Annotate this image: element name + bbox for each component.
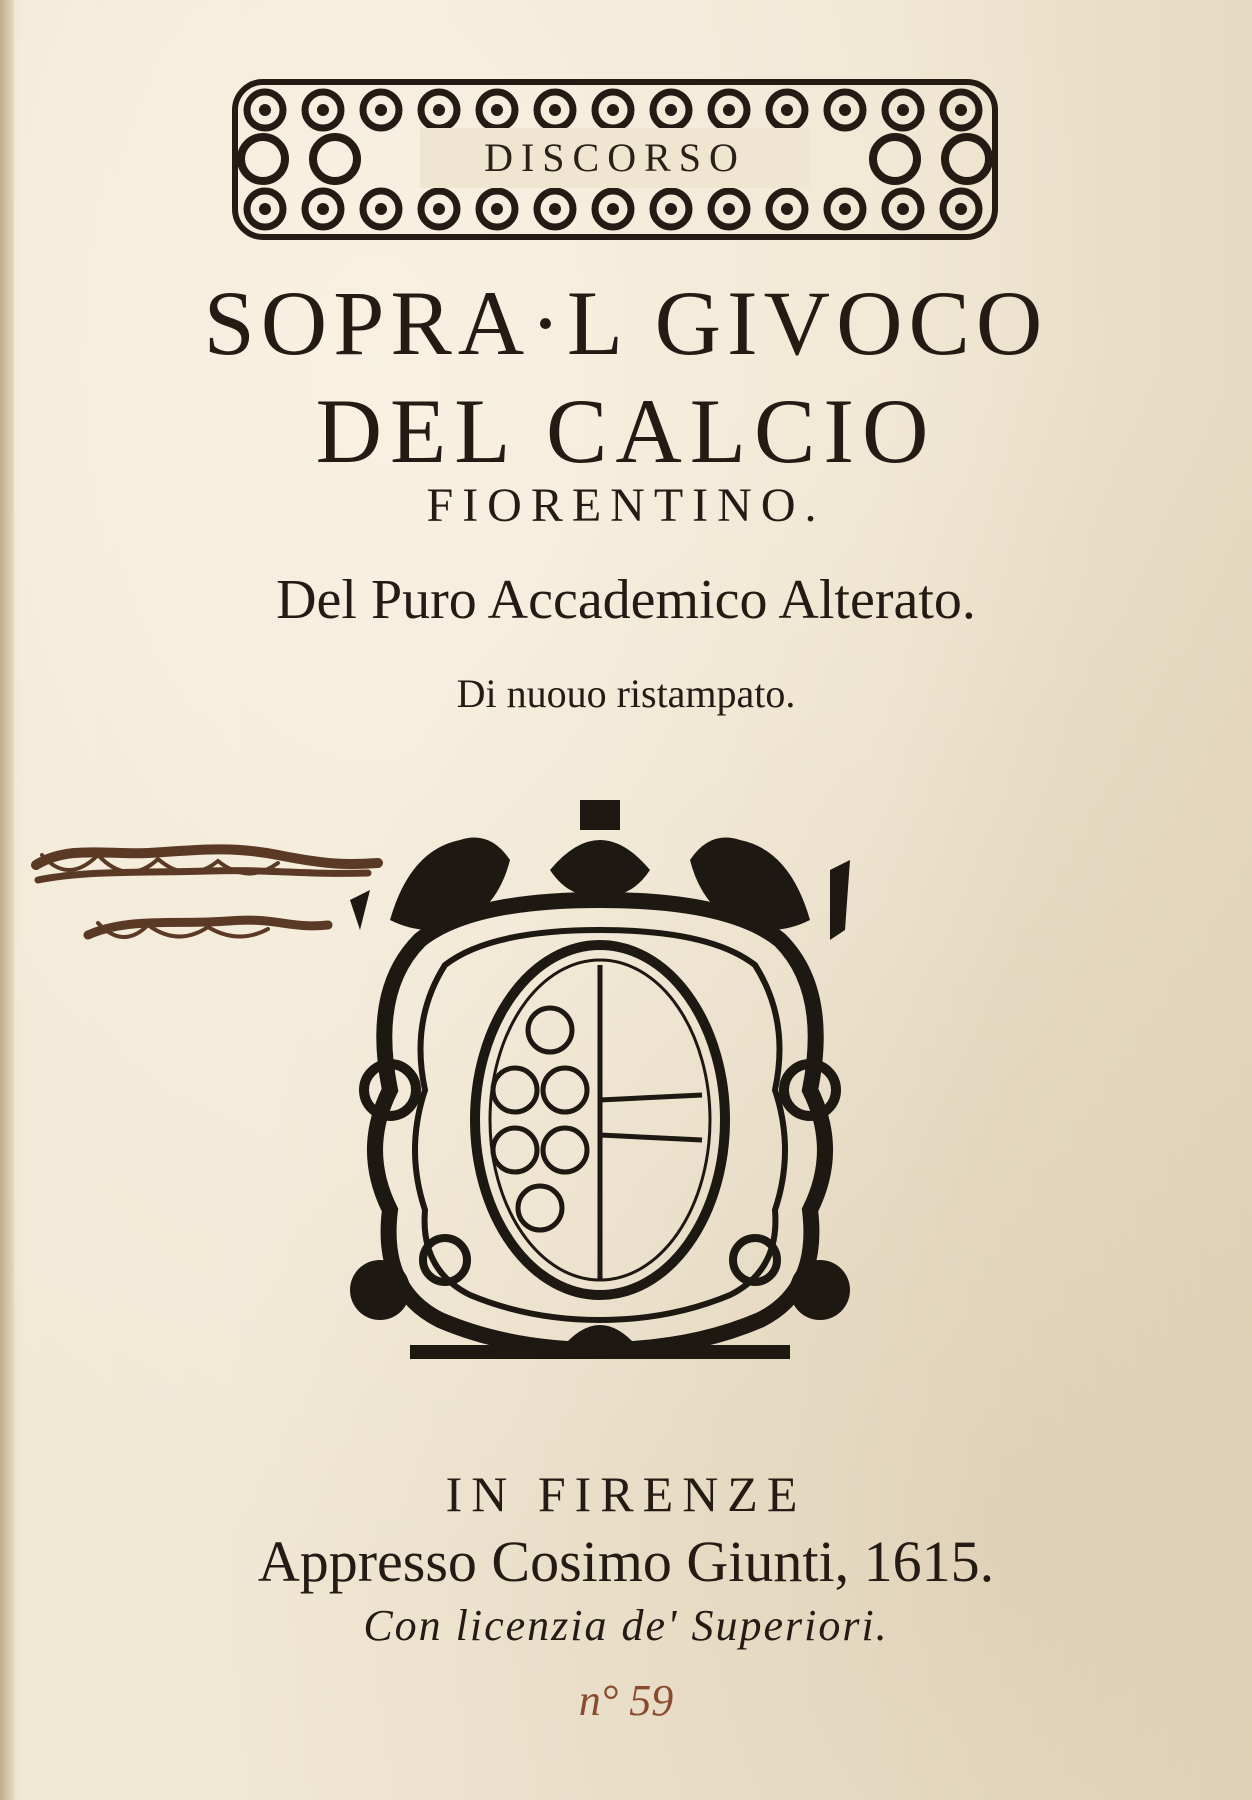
ornament-dot <box>259 203 271 215</box>
ornament-dot <box>723 203 735 215</box>
ornament-dot <box>491 203 503 215</box>
ornament-dot <box>839 104 851 116</box>
ornament-swirl <box>945 137 989 181</box>
ornament-dot <box>375 203 387 215</box>
coat-of-arms-woodcut <box>350 790 850 1380</box>
ornament-dot <box>839 203 851 215</box>
ornament-swirl <box>241 137 285 181</box>
imprint-license: Con licenzia de' Superiori. <box>363 1601 889 1650</box>
ornament-dot <box>723 104 735 116</box>
ornament-dot <box>549 104 561 116</box>
author-line: Del Puro Accademico Alterato. <box>276 569 976 631</box>
ornament-dot <box>665 203 677 215</box>
title-line-1: SOPRA·L GIVOCO <box>203 272 1049 374</box>
ornament-swirl <box>313 137 357 181</box>
ornament-dot <box>607 203 619 215</box>
ornament-dot <box>259 104 271 116</box>
title-line-3: FIORENTINO. <box>426 479 826 532</box>
ornament-dot <box>607 104 619 116</box>
ornament-dot <box>317 203 329 215</box>
imprint-printer: Appresso Cosimo Giunti, 1615. <box>257 1529 995 1594</box>
title-line-2: DEL CALCIO <box>315 380 937 482</box>
header-word: DISCORSO <box>420 128 810 188</box>
edition-note: Di nuouo ristampato. <box>456 671 796 716</box>
crossed-out-inscription <box>28 825 388 965</box>
ornament-dot <box>897 203 909 215</box>
ornament-dot <box>433 203 445 215</box>
ornament-dot <box>897 104 909 116</box>
ornament-dot <box>549 203 561 215</box>
ornament-dot <box>433 104 445 116</box>
ornament-dot <box>491 104 503 116</box>
ornament-dot <box>317 104 329 116</box>
ink-scribble-icon <box>28 825 388 965</box>
medici-coat-of-arms-icon <box>350 790 850 1380</box>
ornament-swirl <box>873 137 917 181</box>
ornament-dot <box>665 104 677 116</box>
handwritten-shelfmark: n° 59 <box>578 1676 674 1725</box>
ornament-dot <box>781 104 793 116</box>
ornament-dot <box>781 203 793 215</box>
ornament-dot <box>955 104 967 116</box>
ornament-dot <box>955 203 967 215</box>
imprint-place: IN FIRENZE <box>445 1466 807 1522</box>
ornament-dot <box>375 104 387 116</box>
